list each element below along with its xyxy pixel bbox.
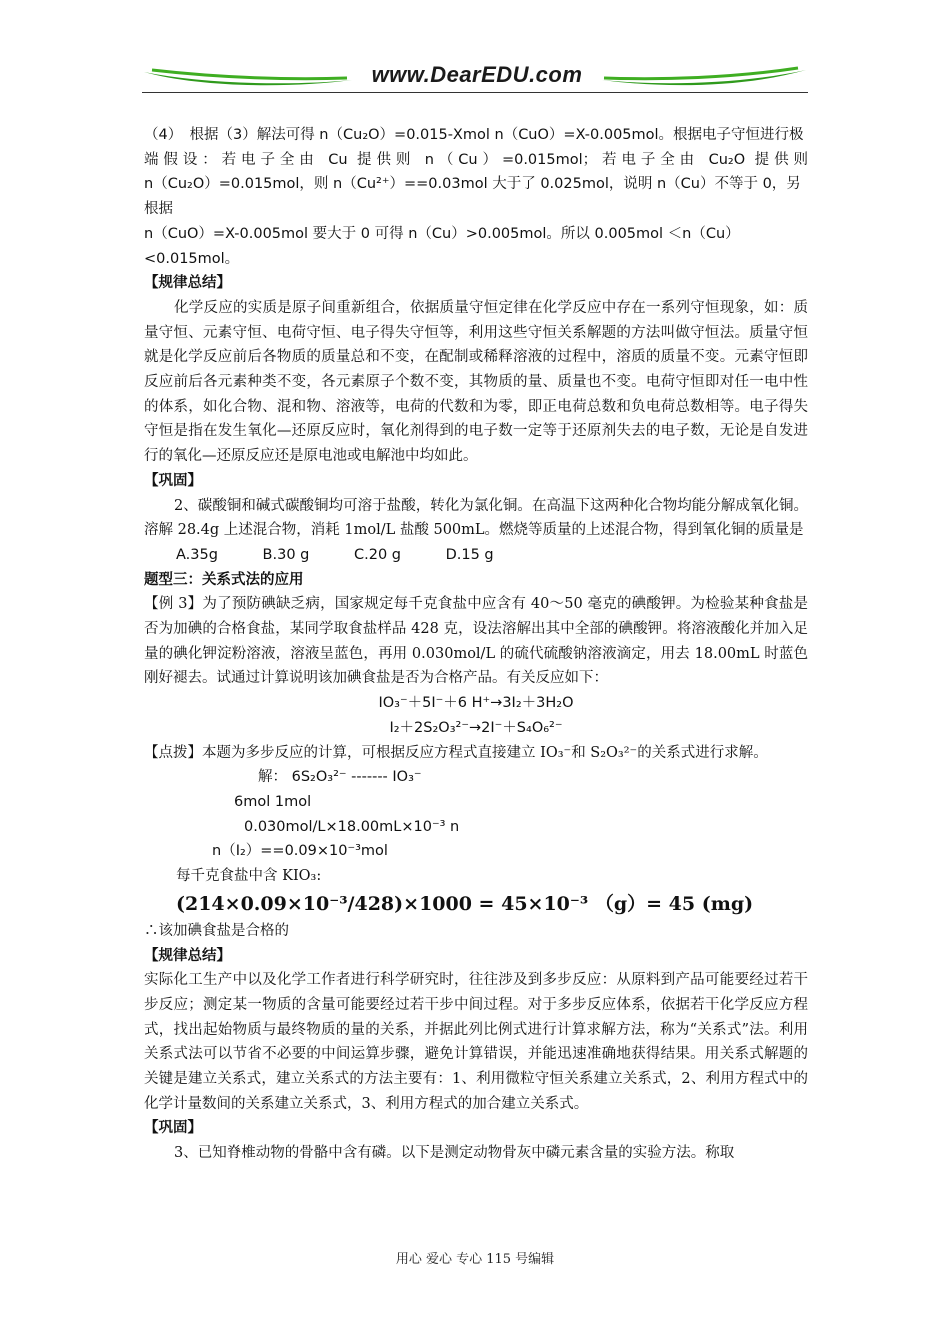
- solution-line: （4） 根据（3）解法可得 n（Cu₂O）=0.015-Xmol n（CuO）=X-0.005mol。根据电子守恒进行极: [144, 127, 804, 143]
- document-body: [144, 123, 808, 1166]
- solution-step: 6mol 1mol: [234, 793, 312, 810]
- summary-paragraph: 化学反应的实质是原子间重新组合，依据质量守恒定律在化学反应中存在一系列守恒现象，如：质量守恒、元素守恒、电荷守恒、电子得失守恒等，利用这些守恒关系解题的方法叫做守恒法。质量守恒就是化学反应前后各物质的质量总和不变，在配制或稀释溶液的过程中，溶质的质量不变。元素守恒即反应前后各元素种类不变，各元素原子个数不变，其物质的量、质量也不变。电荷守恒即对任一电中性的体系，如化合物、混和物、溶液等，电荷的代数和为零，即正电荷总数和负电荷总数相等。电子得失守恒是指在发生氧化—还原反应时，氧化剂得到的电子数一定等于还原剂失去的电子数，无论是自发进行的氧化—还原反应还是原电池或电解池中均如此。: [144, 299, 808, 465]
- example-paragraph: 【例 3】为了预防碘缺乏病，国家规定每千克食盐中应含有 40～50 毫克的碘酸钾。为检验某种食盐是否为加碘的合格食盐，某同学取食盐样品 428 克，设法溶解出其中全部的碘酸钾。将溶液酸化并加入足量的碘化钾淀粉溶液，溶液呈蓝色，再用 0.030mol/L 的硫代硫酸钠溶液滴定，用去 18.00mL 时蓝色刚好褪去。试通过计算说明该加碘食盐是否为合格产品。有关反应如下：: [144, 596, 808, 687]
- question-paragraph: 3、已知脊椎动物的骨骼中含有磷。以下是测定动物骨灰中磷元素含量的实验方法。称取: [174, 1145, 735, 1162]
- equation: I₂＋2S₂O₃²⁻→2I⁻＋S₄O₆²⁻: [389, 719, 563, 736]
- section-heading: 【巩固】: [144, 1119, 202, 1137]
- solution-line: n（Cu₂O）=0.015mol，则 n（Cu²⁺）==0.03mol 大于了 0.025mol，说明 n（Cu）不等于 0，另根据: [144, 176, 801, 218]
- solution-line: 端假设：若电子全由 Cu 提供则 n（Cu）=0.015mol；若电子全由 Cu₂O 提供则: [144, 151, 808, 168]
- site-logo: www.DearEDU.com: [371, 62, 583, 87]
- question-paragraph: 2、碳酸铜和碱式碳酸铜均可溶于盐酸，转化为氯化铜。在高温下这两种化合物均能分解成氧化铜。溶解 28.4g 上述混合物，消耗 1mol/L 盐酸 500mL。燃烧等质量的上述混合物，得到氧化铜的质量是: [144, 497, 808, 539]
- page-footer: 用心 爱心 专心 115 号编辑: [395, 1252, 555, 1267]
- summary-paragraph: 实际化工生产中以及化学工作者进行科学研究时，往往涉及到多步反应：从原料到产品可能要经过若干步反应；测定某一物质的含量可能要经过若干步中间过程。对于多步反应体系，依据若干化学反应方程式，找出起始物质与最终物质的量的关系，并据此列比例式进行计算求解方法，称为“关系式”法。利用关系式法可以节省不必要的中间运算步骤，避免计算错误，并能迅速准确地获得结果。用关系式解题的关键是建立关系式，建立关系式的方法主要有：1、利用微粒守恒关系建立关系式，2、利用方程式中的化学计量数间的关系建立关系式，3、利用方程式的加合建立关系式。: [144, 972, 808, 1112]
- solution-step: n（I₂）==0.09×10⁻³mol: [212, 843, 388, 860]
- option-a: A.35g: [176, 546, 218, 563]
- header-divider: [142, 92, 808, 93]
- section-title: 题型三：关系式法的应用: [144, 570, 304, 588]
- option-c: C.20 g: [353, 546, 401, 563]
- solution-line: n（CuO）=X-0.005mol 要大于 0 可得 n（Cu）>0.005mol。所以 0.005mol ＜n（Cu）<0.015mol。: [144, 225, 740, 267]
- conclusion: ∴该加碘食盐是合格的: [144, 922, 289, 939]
- solution-step: 每千克食盐中含 KIO₃:: [176, 868, 322, 885]
- option-b: B.30 g: [262, 546, 310, 563]
- option-d: D.15 g: [445, 546, 494, 563]
- answer-options: [144, 543, 808, 568]
- section-heading: 【规律总结】: [144, 274, 231, 292]
- equation: IO₃⁻＋5I⁻＋6 H⁺→3I₂＋3H₂O: [378, 695, 574, 712]
- section-heading: 【规律总结】: [144, 946, 231, 964]
- section-heading: 【巩固】: [144, 471, 202, 489]
- formula-image: (214×0.09×10⁻³/428)×1000 = 45×10⁻³ （g）= 45 (mg): [176, 892, 754, 915]
- solution-step: 解： 6S₂O₃²⁻ ------- IO₃⁻: [258, 769, 422, 786]
- hint-paragraph: 【点拨】本题为多步反应的计算，可根据反应方程式直接建立 IO₃⁻和 S₂O₃²⁻的关系式进行求解。: [144, 744, 768, 761]
- solution-step: 0.030mol/L×18.00mL×10⁻³ n: [244, 818, 460, 835]
